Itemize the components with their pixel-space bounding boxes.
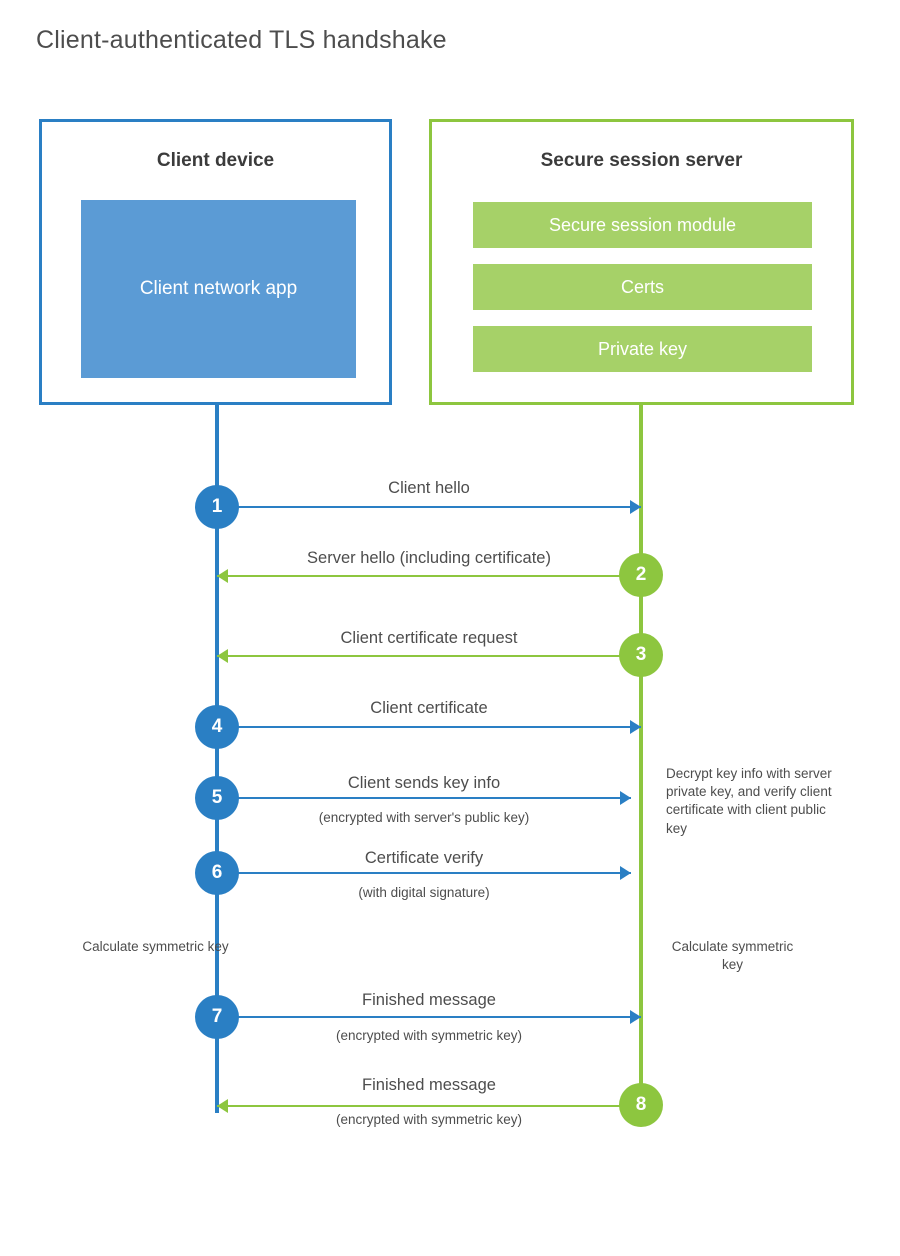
- step-marker-2: 2: [619, 553, 663, 597]
- arrow-head-step-3: [217, 649, 228, 663]
- arrow-head-step-4: [630, 720, 641, 734]
- note-server-calculate-symmetric-key: Calculate symmetric key: [671, 939, 794, 973]
- step-marker-7: 7: [195, 995, 239, 1039]
- message-label-step-1: Client hello: [388, 479, 470, 497]
- arrow-line-step-3: [217, 655, 641, 657]
- step-marker-5: 5: [195, 776, 239, 820]
- message-label-step-4: Client certificate: [370, 699, 488, 717]
- message-sublabel-step-7: (encrypted with symmetric key): [335, 1028, 523, 1043]
- secure-session-server-title: Secure session server: [540, 150, 743, 171]
- message-label-step-7: Finished message: [362, 991, 496, 1009]
- arrow-line-step-6: [217, 872, 631, 874]
- arrow-line-step-5: [217, 797, 631, 799]
- arrow-line-step-8: [217, 1105, 641, 1107]
- arrow-head-step-6: [620, 866, 631, 880]
- server-module-private-key: Private key: [473, 326, 812, 372]
- client-device-box: [39, 119, 392, 405]
- message-sublabel-step-5: (encrypted with server's public key): [318, 810, 530, 825]
- arrow-line-step-2: [217, 575, 641, 577]
- message-label-step-5: Client sends key info: [347, 774, 501, 792]
- client-device-title: Client device: [156, 150, 275, 171]
- message-label-step-2: Server hello (including certificate): [307, 549, 551, 567]
- step-marker-4: 4: [195, 705, 239, 749]
- step-marker-1: 1: [195, 485, 239, 529]
- step-marker-6: 6: [195, 851, 239, 895]
- message-label-step-3: Client certificate request: [340, 629, 518, 647]
- page-title: Client-authenticated TLS handshake: [36, 26, 447, 54]
- note-client-calculate-symmetric-key: Calculate symmetric key: [82, 939, 229, 954]
- arrow-line-step-7: [217, 1016, 641, 1018]
- arrow-head-step-5: [620, 791, 631, 805]
- message-label-step-8: Finished message: [362, 1076, 496, 1094]
- arrow-head-step-7: [630, 1010, 641, 1024]
- arrow-line-step-4: [217, 726, 641, 728]
- step-marker-8: 8: [619, 1083, 663, 1127]
- note-server-decrypt: Decrypt key info with server private key, and verify client certificate with client public key: [666, 766, 832, 836]
- arrow-head-step-8: [217, 1099, 228, 1113]
- message-label-step-6: Certificate verify: [364, 849, 484, 867]
- arrow-head-step-2: [217, 569, 228, 583]
- message-sublabel-step-6: (with digital signature): [358, 885, 490, 900]
- message-sublabel-step-8: (encrypted with symmetric key): [335, 1112, 523, 1127]
- step-marker-3: 3: [619, 633, 663, 677]
- arrow-head-step-1: [630, 500, 641, 514]
- arrow-line-step-1: [217, 506, 641, 508]
- secure-session-server-box: [429, 119, 854, 405]
- client-network-app: Client network app: [81, 200, 356, 378]
- server-module-certs: Certs: [473, 264, 812, 310]
- server-module-secure-session-module: Secure session module: [473, 202, 812, 248]
